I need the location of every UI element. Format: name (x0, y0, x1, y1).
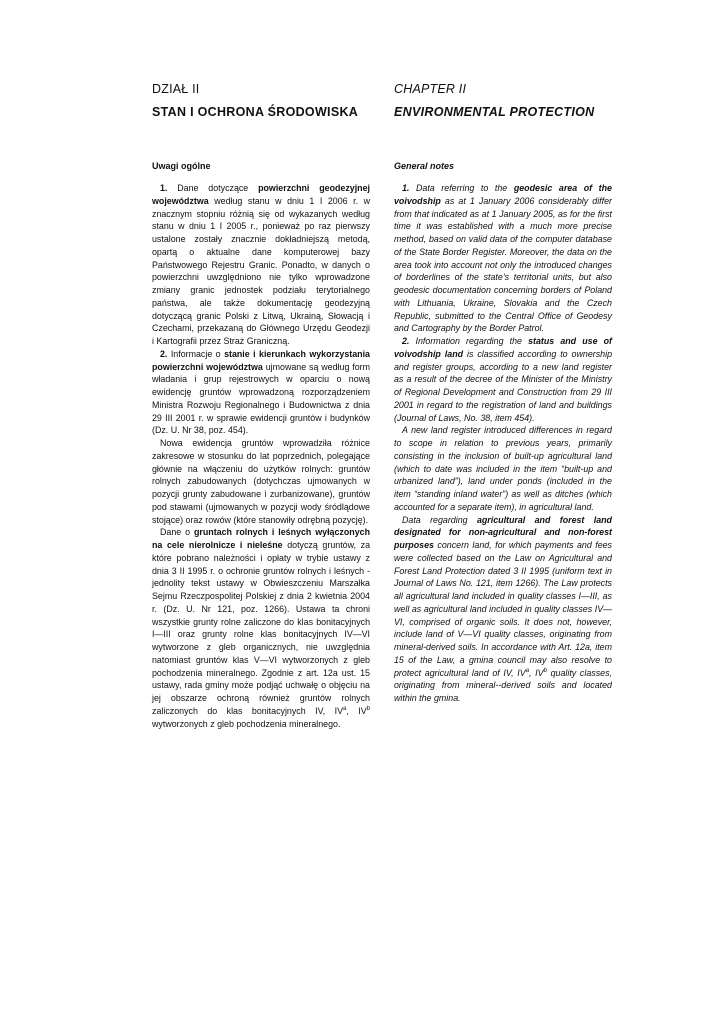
paragraph-text: as at 1 January 2006 considerably differ from that indicated as at 1 January 2005, as for the first time it was established with a much more precise method, based on valid data of the computer database of the State Border Register. Moreover, the data on the area took into account not only the introduced changes of borderlines of the state’s territorial units, but also geodesic documentation concerning borders of Poland with Lithuania, Ukraine, Slovakia and the Czech Republic, submitted to the Central Office of Geodesy and Cartography by the Border Patrol. (394, 195, 612, 334)
paragraph-land-designation (394, 514, 612, 705)
paragraph-text: , IV (529, 667, 544, 678)
chapter-title: ENVIRONMENTAL PROTECTION (394, 105, 595, 119)
paragraph-geodesic-area (394, 182, 612, 335)
paragraph-land-designation (152, 526, 370, 730)
paragraph-number: 1. (160, 183, 168, 193)
paragraph-number: 2. (402, 336, 410, 346)
bold-phrase: stanie i kierunkach wykorzystania powierzchni województwa (152, 348, 370, 372)
bold-phrase: agricultural and forest land designated for non-agricultural and non-forest purposes (394, 514, 612, 550)
paragraph-land-use (152, 348, 370, 437)
paragraph-text: , IV (346, 705, 367, 716)
paragraph-new-register: Nowa ewidencja gruntów wprowadziła różnice zakresowe w stosunku do lat poprzednich, polegające głównie na włączeniu do użytków rolnych: gruntów rolnych zabudowanych (dotychczas ujmowanych w pozycji grunty zabudowane i zurbanizowane), gruntów pod stawami (ujmowanych w pozycji wody śródlądowe stojące) oraz rowów (które stanowiły odrębną pozycję). (152, 438, 370, 525)
superscript: b (366, 705, 370, 712)
superscript: a (343, 705, 347, 712)
paragraph-text: Dane dotyczące (167, 183, 259, 193)
paragraph-text: Dane o (160, 527, 195, 538)
paragraph-number: 1. (402, 183, 410, 193)
paragraph-text: Informacje o (167, 348, 225, 359)
superscript: b (543, 667, 547, 674)
paragraph-text: Data regarding (402, 514, 477, 525)
bold-phrase: gruntach rolnych i leśnych wyłączonych na cele nierolnicze i nieleśne (152, 527, 370, 550)
section-heading: Uwagi ogólne (152, 161, 211, 171)
bold-phrase: status and use of voivodship land (394, 336, 612, 359)
english-column (394, 82, 612, 705)
paragraph-text: quality classes, originating from mineral--derived soils and located within the gmina. (394, 667, 612, 703)
chapter-title: STAN I OCHRONA ŚRODOWISKA (152, 105, 359, 119)
paragraph-text: Information regarding the (409, 336, 529, 346)
superscript: a (525, 667, 530, 674)
paragraph-text: concern land, for which payments and fees were collected based on the Law on Agricultural and Forest Land Protection dated 3 II 1995 (uniform text in Journal of Laws No. 121, item 1266). The Law protects all agricultural land included in quality classes I—III, as well as agricultural land included in quality classes IV—VI, comprised of organic soils. It does not, however, include land of V—VI quality classes, originating from mineral-derived soils. In accordance with Art. 12a, item 15 of the Law, a gmina council may also resolve to protect agricultural land of IV, IV (394, 540, 612, 678)
paragraph-geodesic-area (152, 182, 370, 348)
section-heading: General notes (394, 161, 455, 171)
bold-phrase: powierzchni geodezyjnej województwa (152, 183, 371, 206)
chapter-label: DZIAŁ II (152, 82, 200, 96)
paragraph-text: wytworzonych z gleb pochodzenia mineralnego. (152, 718, 341, 729)
paragraph-text: Data referring to the (409, 183, 514, 193)
paragraph-number: 2. (160, 348, 168, 359)
paragraph-text: ujmowane są według form władania i grup rejestrowych w oparciu o nową ewidencję gruntów wprowadzoną rozporządzeniem Ministra Rozwoju Regionalnego i Budownictwa z dnia 29 III 2001 r. w sprawie ewidencji gruntów i budynków (Dz. U. Nr 38, poz. 454). (152, 361, 370, 436)
paragraph-text: is classified according to ownership and register groups, according to a new land register as a result of the decree of the Minister of the Ministry of Regional Development and Construction from 29 III 2001 in regard to the registration of land and buildings (Journal of Laws, No. 38, item 454). (394, 348, 613, 423)
chapter-label: CHAPTER II (394, 82, 467, 96)
bold-phrase: geodesic area of the voivodship (394, 183, 612, 206)
paragraph-land-use (394, 335, 612, 424)
paragraph-new-register: A new land register introduced differences in regard to scope in relation to previous years, primarily consisting in the inclusion of built-up agricultural land (which to date was included in the item “built-up and urbanized land”), land under ponds (included in the item “standing inland water”) as well as ditches (which accounted for a separate item), in agricultural land. (394, 425, 612, 512)
polish-column (152, 82, 370, 730)
paragraph-text: według stanu w dniu 1 I 2006 r. w znacznym stopniu różnią się od wykazanych według stanu w dniu 1 I 2005 r., ponieważ po raz pierwszy ustalone zostały znacznie dokładniejszą metodą, opartą o aktualne dane komputerowej bazy Państwowego Rejestru Granic. Ponadto, w danych o powierzchni uwzględniono nie tylko wprowadzone zmiany granic jednostek podziału terytorialnego państwa, ale także dokumentację geodezyjną dotyczącą granic Polski z Litwą, Ukrainą, Słowacją i Czechami, przekazaną do Głównego Urzędu Geodezji i Kartografii przez Straż Graniczną. (152, 195, 370, 346)
paragraph-text: dotyczą gruntów, za które pobrano należności i opłaty w trybie ustawy z dnia 3 II 1995 r. o ochronie gruntów rolnych i leśnych - jednolity tekst ustawy w Obwieszczeniu Marszałka Sejmu Rzeczpospolitej Polskiej z dnia 2 kwietnia 2004 r. (Dz. U. Nr 121, poz. 1266). Ustawa ta chroni wszystkie grunty rolne zaliczone do klas bonitacyjnych I—III oraz grunty rolne klas bonitacyjnych IV—VI wytworzone z gleb organicznych, nie uwzględnia natomiast gruntów klas V—VI wytworzonych z gleb pochodzenia mineralnego. Zgodnie z art. 12a ust. 15 ustawy, rada gminy może podjąć uchwałę o objęciu na jej obszarze ochroną również gruntów rolnych zaliczonych do klas bonitacyjnych IV, IV (152, 540, 371, 716)
